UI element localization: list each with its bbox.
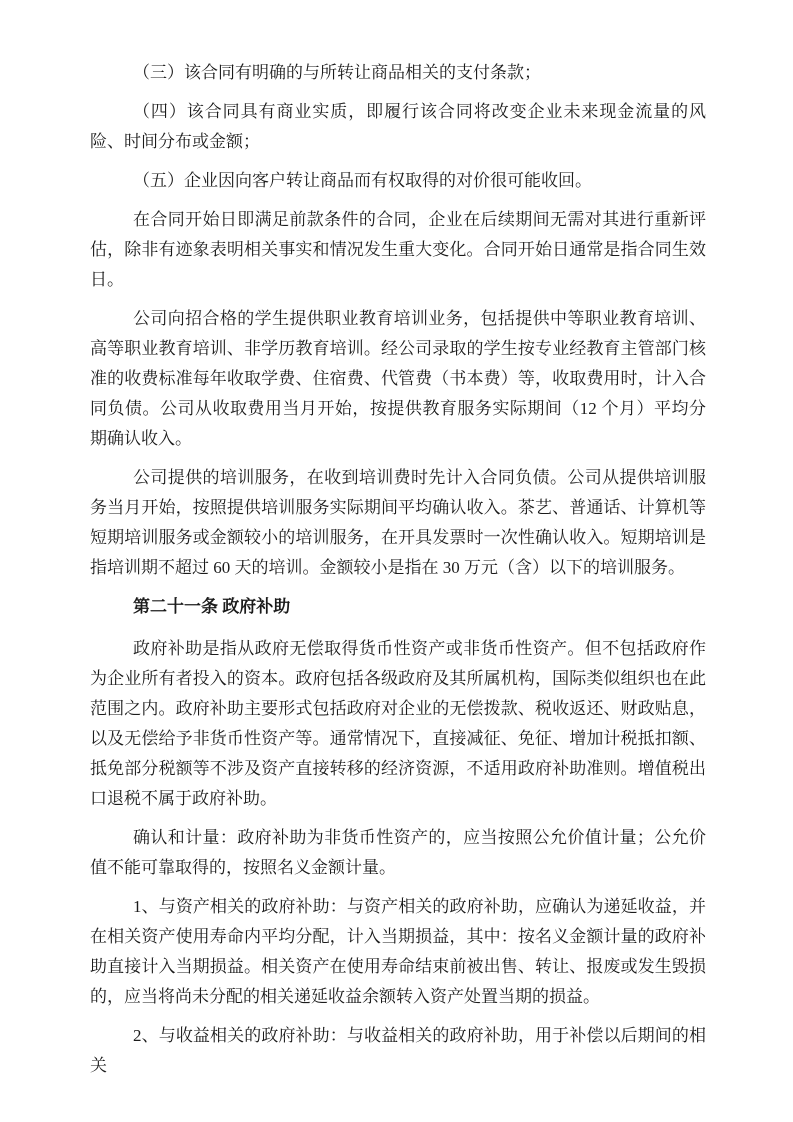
document-body [90, 58, 706, 1081]
paragraph: 在合同开始日即满足前款条件的合同，企业在后续期间无需对其进行重新评估，除非有迹象表明相关事实和情况发生重大变化。合同开始日通常是指合同生效日。 [90, 210, 706, 289]
paragraph: 1、与资产相关的政府补助：与资产相关的政府补助，应确认为递延收益，并在相关资产使用寿命内平均分配，计入当期损益，其中：按名义金额计量的政府补助直接计入当期损益。相关资产在使用寿命结束前被出售、转让、报废或发生毁损的，应当将尚未分配的相关递延收益余额转入资产处置当期的损益。 [90, 897, 706, 1006]
paragraph: （四）该合同具有商业实质，即履行该合同将改变企业未来现金流量的风险、时间分布或金额； [90, 102, 706, 151]
paragraph: 公司提供的培训服务，在收到培训费时先计入合同负债。公司从提供培训服务当月开始，按照提供培训服务实际期间平均确认收入。茶艺、普通话、计算机等短期培训服务或金额较小的培训服务，在开具发票时一次性确认收入。短期培训是指培训期不超过 60 天的培训。金额较小是指在 30 万元（含）以下的培训服务。 [90, 468, 706, 577]
paragraph: 政府补助是指从政府无偿取得货币性资产或非货币性资产。但不包括政府作为企业所有者投入的资本。政府包括各级政府及其所属机构，国际类似组织也在此范围之内。政府补助主要形式包括政府对企业的无偿拨款、税收返还、财政贴息，以及无偿给予非货币性资产等。通常情况下，直接减征、免征、增加计税抵扣额、抵免部分税额等不涉及资产直接转移的经济资源，不适用政府补助准则。增值税出口退税不属于政府补助。 [90, 639, 706, 808]
paragraph: 公司向招合格的学生提供职业教育培训业务，包括提供中等职业教育培训、高等职业教育培训、非学历教育培训。经公司录取的学生按专业经教育主管部门核准的收费标准每年收取学费、住宿费、代管费（书本费）等，收取费用时，计入合同负债。公司从收取费用当月开始，按提供教育服务实际期间（12 个月）平均分期确认收入。 [90, 309, 706, 448]
paragraph: 2、与收益相关的政府补助：与收益相关的政府补助，用于补偿以后期间的相关 [90, 1026, 706, 1075]
section-heading: 第二十一条 政府补助 [133, 597, 291, 616]
paragraph: 确认和计量：政府补助为非货币性资产的，应当按照公允价值计量；公允价值不能可靠取得的，按照名义金额计量。 [90, 828, 706, 877]
paragraph: （五）企业因向客户转让商品而有权取得的对价很可能收回。 [133, 171, 592, 190]
paragraph: （三）该合同有明确的与所转让商品相关的支付条款； [133, 63, 541, 82]
